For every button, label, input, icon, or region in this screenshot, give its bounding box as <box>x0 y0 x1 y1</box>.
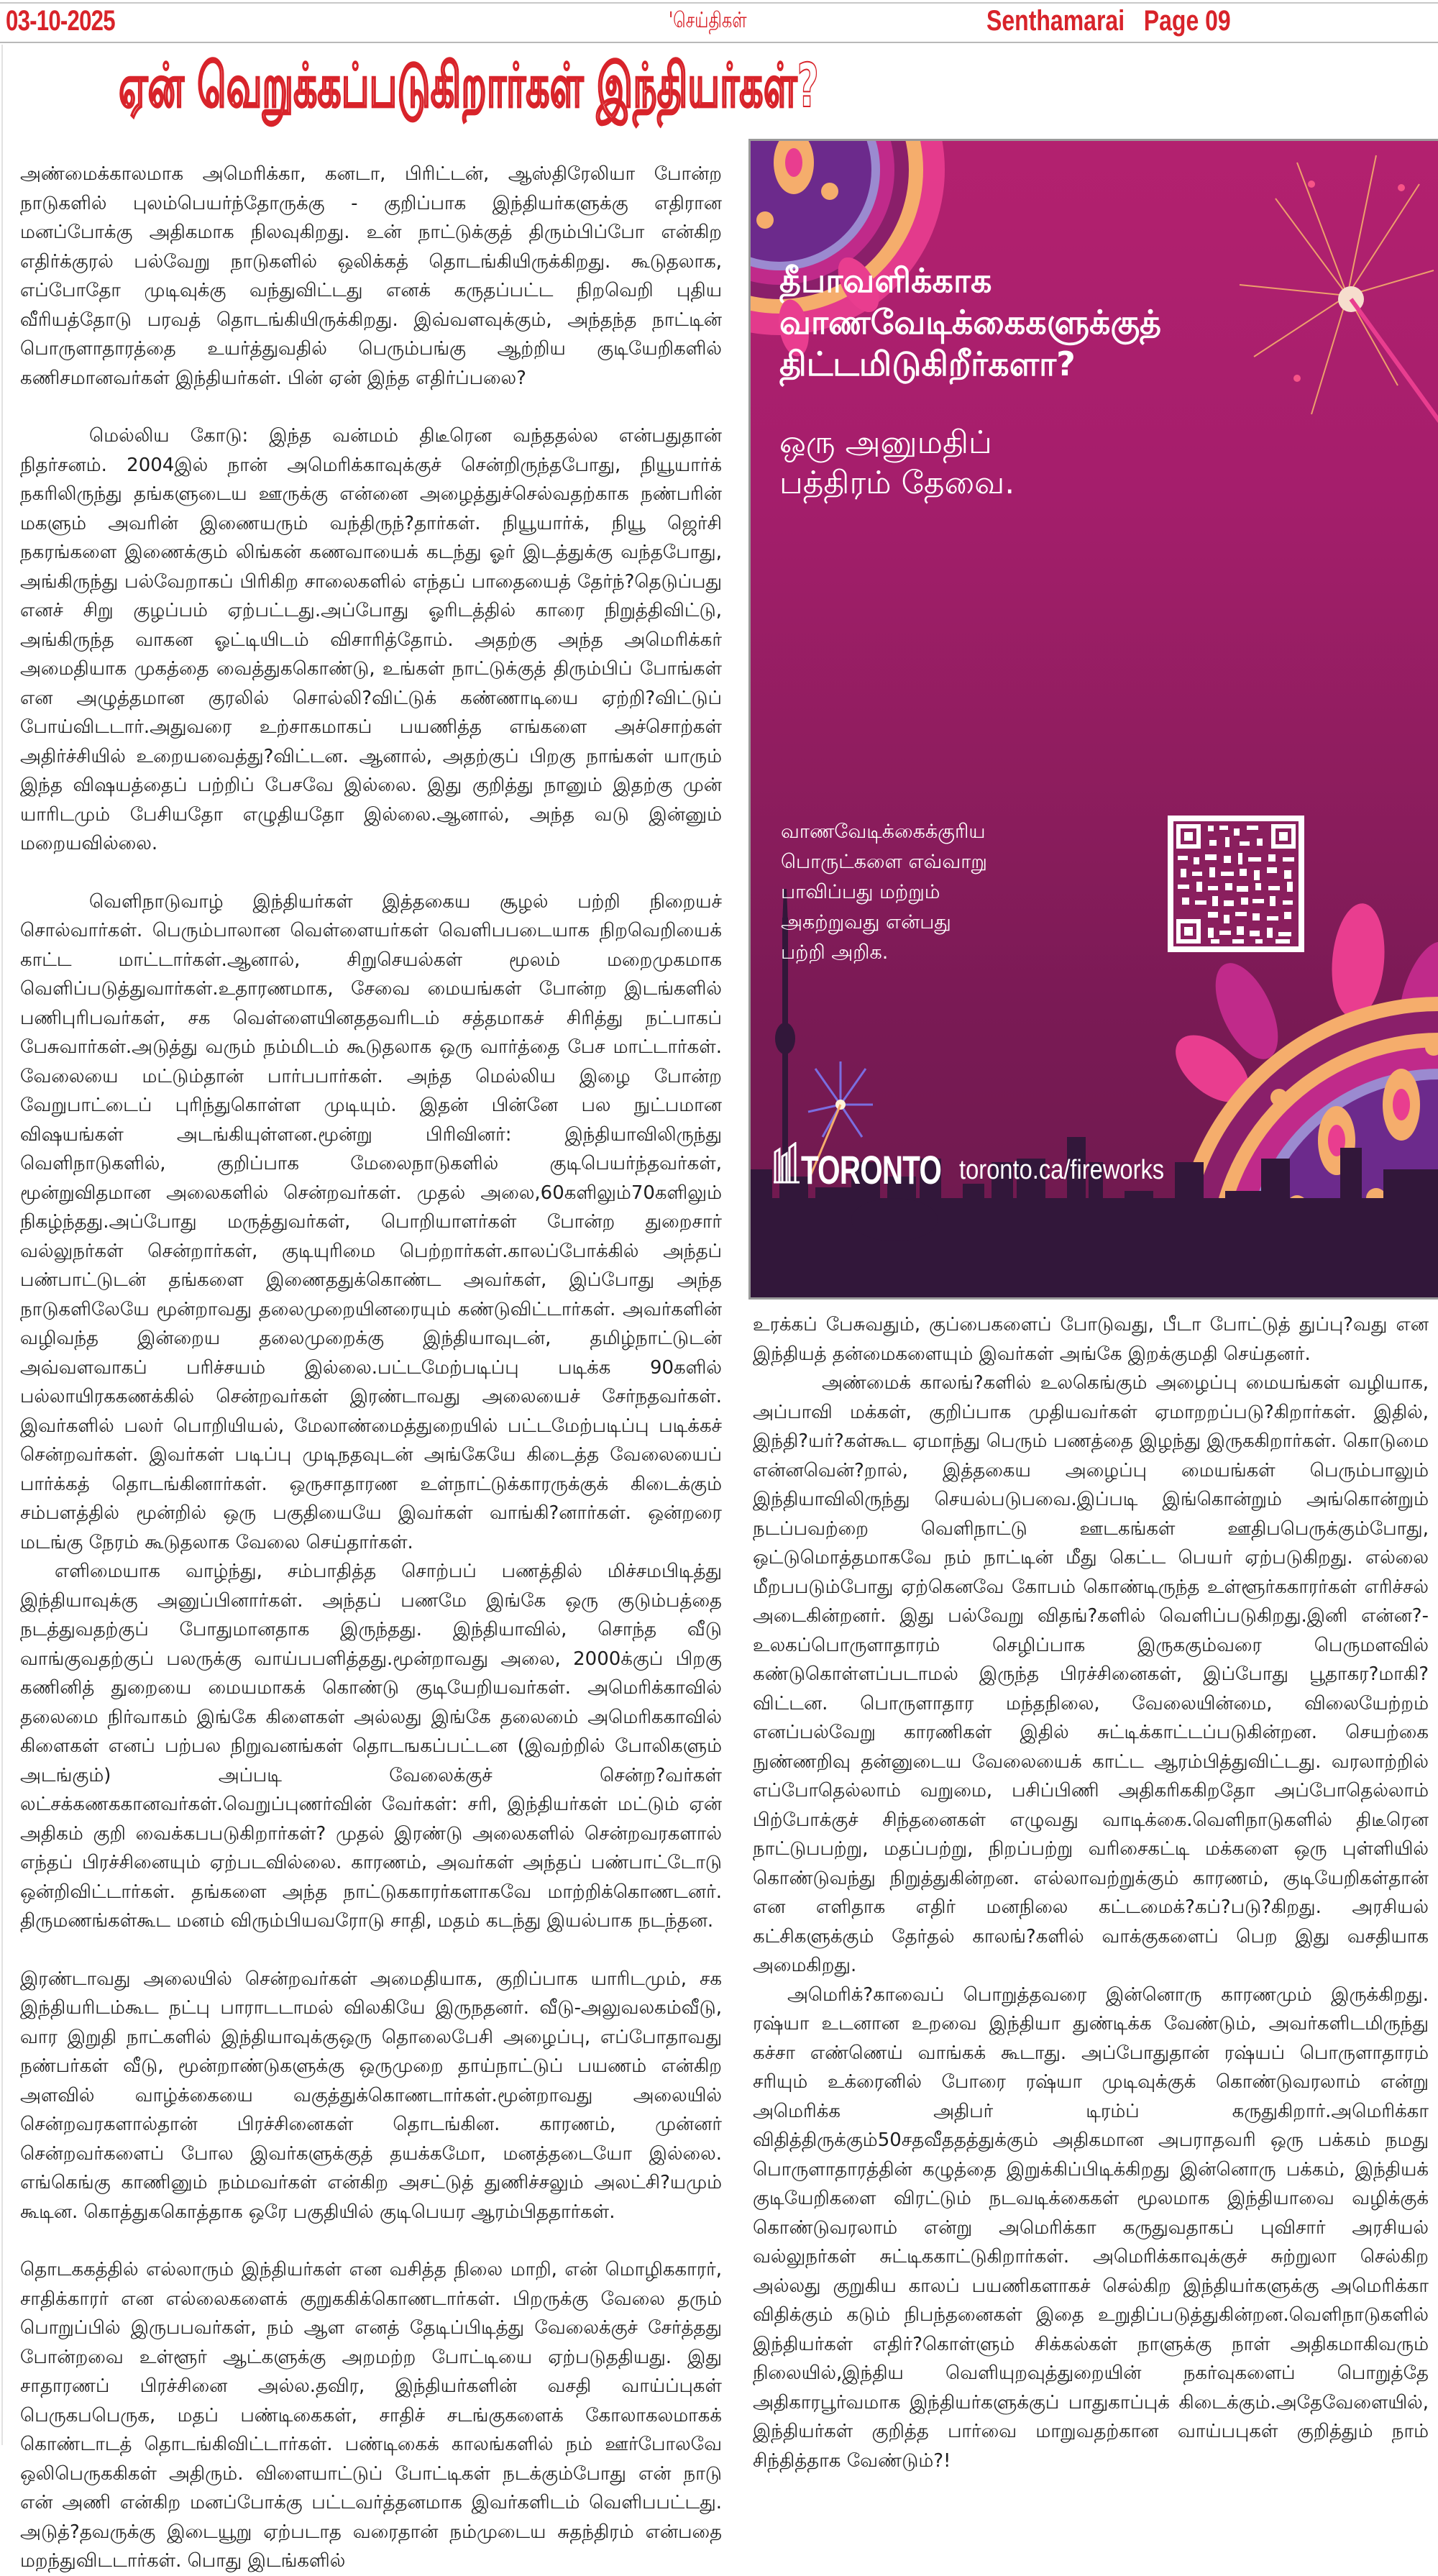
paragraph: எளிமையாக வாழ்ந்து, சம்பாதித்த சொற்பப் பணத்தில் மிச்சமபிடித்து இந்தியாவுக்கு அனுப்பினார்கள். அந்தப் பணமே இங்கே ஒரு குடும்பத்தை நடத்துவதற்குப் போதுமானதாக இருந்தது. இந்தியாவில், சொந்த வீடு வாங்குவதற்குப் பலருக்கு வாய்பபளித்தது.மூன்றாவது அலை, 2000க்குப் பிறகு கணினித் துறையை மையமாகக் கொண்டு குடியேறியவர்கள். அமெரிக்காவில் தலைமை நிர்வாகம் இங்கே கிளைகள் அல்லது இங்கே தலைமை் அமெரிககாவில் கிளைகள் எனப் பற்பல நிறுவனங்கள் தொடஙகப்பட்டன (இவற்றில் போலிகளும் அடங்கும்) அப்படி வேலைக்குச் சென்ற?வர்கள் லட்சக்கணககானவர்கள்.வெறுப்புணர்வின் வேர்கள்: சரி, இந்தியர்கள் மட்டும் ஏன் அதிகம் குறி வைக்கபபடுகிறார்கள்? முதல் இரண்டு அலைகளில் சென்றவரகளால் எந்தப் பிரச்சினையும் ஏற்படவில்லை. காரணம், அவர்கள் அந்தப் பண்பாட்டோடு ஒன்றிவிட்டார்கள். தங்களை அந்த நாட்டுககாரர்களாகவே மாற்றிக்கொணடனர். திருமணங்கள்கூட மனம் விரும்பியவரோடு சாதி, மதம் கடந்து இயல்பாக நடந்தன. <box>20 1561 722 1932</box>
ad-headline-line: திட்டமிடுகிறீர்களா? <box>779 344 1076 383</box>
issue-date: 03-10-2025 <box>6 5 115 37</box>
ad-body-text <box>781 817 987 968</box>
paragraph: தொடககத்தில் எல்லாரும் இந்தியர்கள் என வசித்த நிலை மாறி, என் மொழிககாரர், சாதிக்காரர் என எல்லைகளைக் குறுககிக்கொணடார்கள். பிறருக்கு வேலை தரும் பொறுப்பில் இருபபவர்கள், நம் ஆள எனத் தேடிப்பிடித்து வேலைக்குச் சேர்த்தது போன்றவை உள்ளூர் ஆட்களுக்கு அறமற்ற போட்டியை ஏற்படுததியது. இது சாதாரணப் பிரச்சினை அல்ல.தவிர, இந்தியர்களின் வசதி வாய்ப்புகள் பெருகபபெருக, மதப் பண்டிகைகள், சாதிச் சடங்குகளைக் கோலாகலமாகக் கொண்டாடத் தொடங்கிவிட்டார்கள். பண்டிகைக் காலங்களில் நம் ஊர்போலவே ஒலிபெருககிகள் அதிரும். விளையாட்டுப் போட்டிகள் நடக்கும்போது என் நாடு என் அணி என்கிற மனப்போக்கு பட்டவர்த்தனமாக இவர்களிடம் வெளிபபட்டது. அடுத்?தவருக்கு இடையூறு ஏற்படாத வரைதான் நம்முடைய சுதந்திரம் என்பதை மறந்துவிடடார்கள். பொது இடங்களில் <box>20 2259 722 2572</box>
toronto-logo-text: TORONTO <box>801 1147 942 1192</box>
paragraph: உரக்கப் பேசுவதும், குப்பைகளைப் போடுவது, பீடா போட்டுத் துப்பு?வது என இந்தியத் தன்மைகளையும் இவர்கள் அங்கே இறக்குமதி செய்தனர். <box>753 1314 1429 1365</box>
ad-subhead-line: ஒரு அனுமதிப் <box>779 424 992 461</box>
publication-page <box>986 5 1231 37</box>
article-column-right <box>753 1310 1429 2475</box>
ad-body-line: வாணவேடிக்கைக்குரிய <box>781 821 986 843</box>
ad-headline <box>779 260 1161 385</box>
section-name: 'செய்திகள் <box>669 8 747 33</box>
ad-url-link[interactable]: toronto.ca/fireworks <box>959 1155 1165 1185</box>
ad-headline-line: தீபாவளிக்காக <box>779 261 992 300</box>
paragraph: அண்மைக்காலமாக அமெரிக்கா, கனடா, பிரிட்டன், ஆஸ்திரேலியா போன்ற நாடுகளில் புலம்பெயர்ந்தோருக்கு - குறிப்பாக இந்தியர்களுக்கு எதிரான மனப்போக்கு அதிகமாக நிலவுகிறது. உன் நாட்டுக்குத் திரும்பிப்போ என்கிற எதிர்க்குரல் பல்வேறு நாடுகளில் ஒலிக்கத் தொடங்கியிருக்கிறது. கூடுதலாக, எப்போதோ முடிவுக்கு வந்துவிட்டது எனக் கருதப்பட்ட நிறவெறி புதிய வீரியத்தோடு பரவத் தொடங்கியிருக்கிறது. இவ்வளவுக்கும், அந்தந்த நாட்டின் பொருளாதாரத்தை உயர்த்துவதில் பெரும்பங்கு ஆற்றிய குடியேறிகளில் கணிசமானவர்கள் இந்தியர்கள். பின் ஏன் இந்த எதிர்ப்பலை? <box>20 163 723 389</box>
toronto-city-hall-icon <box>772 1142 801 1184</box>
ad-body-line: பொருட்களை எவ்வாறு <box>781 851 987 873</box>
masthead-rule <box>0 42 1438 43</box>
ad-body-line: பற்றி அறிக. <box>781 941 889 964</box>
paragraph: அமெரிக்?காவைப் பொறுத்தவரை இன்னொரு காரணமும் இருக்கிறது. ரஷ்யா உடனான உறவை இந்தியா துண்டிக்க வேண்டும், அவர்களிடமிருந்து கச்சா எண்ணெய் வாங்கக் கூடாது. அப்போதுதான் ரஷ்யப் பொருளாதாரம் சரியும் உக்ரைனில் போரை ரஷ்யா முடிவுக்குக் கொண்டுவரலாம் என்று அமெரிக்க அதிபர் டிரம்ப் கருதுகிறார்.அமெரிக்கா விதித்திருக்கும்50சதவீததத்துக்கும் அதிகமான அபராதவரி ஒரு பக்கம் நமது பொருளாதாரத்தின் கழுத்தை இறுக்கிப்பிடிக்கிறது இன்னொரு பக்கம், இந்தியக் குடியேறிகளை விரட்டும் நடவடிக்கைகள் மூலமாக இந்தியாவை வழிக்குக் கொண்டுவரலாம் என்று அமெரிக்கா கருதுவதாகப் புவிசார் அரசியல் வல்லுநர்கள் சுட்டிககாட்டுகிறார்கள். அமெரிக்காவுக்குச் சுற்றுலா செல்கிற அல்லது குறுகிய காலப் பயணிகளாகச் செல்கிற இந்தியர்களுக்கு அமெரிக்கா விதிக்கும் கடும் நிபந்தனைகள் இதை உறுதிப்படுத்துகின்றன.வெளிநாடுகளில் இந்தியர்கள் எதிர்?கொள்ளும் சிக்கல்கள் நாளுக்கு நாள் அதிகமாகிவரும் நிலையில்,இந்திய வெளியுறவுத்துறையின் நகர்வுகளைப் பொறுத்தே அதிகாரபூர்வமாக இந்தியர்களுக்குப் பாதுகாப்புக் கிடைக்கும்.அதேவேளையில், இந்தியர்கள் குறித்த பார்வை மாறுவதற்கான வாய்பபுகள் குறித்தும் நாம் சிந்தித்தாக வேண்டும்?! <box>753 1983 1429 2472</box>
ad-headline-line: வாணவேடிக்கைகளுக்குத் <box>779 303 1162 342</box>
ad-body-line: பாவிப்பது மற்றும் <box>781 881 940 903</box>
ad-subhead-line: பத்திரம் தேவை. <box>779 465 1015 501</box>
advertisement-toronto-fireworks[interactable] <box>751 141 1438 1297</box>
article-column-left <box>20 160 722 2576</box>
article-headline: ஏன் வெறுக்கப்படுகிறார்கள் இந்தியர்கள்? <box>119 50 819 121</box>
qr-code-icon <box>1168 816 1304 952</box>
page-margin-rule <box>1 45 3 2445</box>
paragraph: வெளிநாடுவாழ் இந்தியர்கள் இத்தகைய சூழல் பற்றி நிறையச் சொல்வார்கள். பெரும்பாலான வெள்ளையர்கள் வெளிபபடையாக நிறவெறியைக் காட்ட மாட்டார்கள்.ஆனால், சிறுசெயல்கள் மூலம் மறைமுகமாக வெளிப்படுத்துவார்கள்.உதாரணமாக, சேவை மையங்கள் போன்ற இடங்களில் பணிபுரிபவர்கள், சக வெள்ளையினததவரிடம் சத்தமாகச் சிரித்து நட்பாகப் பேசுவார்கள்.அடுத்து வரும் நம்மிடம் கூடுதலாக ஒரு வார்த்தை பேச மாட்டார்கள். வேலையை மட்டும்தான் பார்பபார்கள். அந்த மெல்லிய இழை போன்ற வேறுபாட்டைப் புரிந்துகொள்ள முடியும். இதன் பின்னே பல நுட்பமான விஷயங்கள் அடங்கியுள்ளன.மூன்று பிரிவினர்: இந்தியாவிலிருந்து வெளிநாடுகளில், குறிப்பாக மேலைநாடுகளில் குடிபெயர்ந்தவர்கள், மூன்றுவிதமான அலைகளில் சென்றவர்கள். முதல் அலை,60களிலும்70களிலும் நிகழ்ந்தது.அப்போது மருத்துவர்கள், பொறியாளர்கள் போன்ற துறைசார் வல்லுநர்கள் சென்றார்கள், குடியுரிமை பெற்றார்கள்.காலப்போக்கில் அந்தப் பண்பாட்டுடன் தங்களை இணைததுக்கொண்ட அவர்கள், இப்போது அந்த நாடுகளிலேயே மூன்றாவது தலைமுறையினரையும் கண்டுவிட்டார்கள். அவர்களின் வழிவந்த இன்றைய தலைமுறைக்கு இந்தியாவுடன், தமிழ்நாட்டுடன் அவ்வளவாகப் பரிச்சயம் இல்லை.பட்டமேற்படிப்பு படிக்க 90களில் பல்லாயிரககணக்கில் சென்றவர்கள் இரண்டாவது அலையைச் சேர்நதவர்கள். இவர்களில் பலர் பொறியியல், மேலாண்மைத்துறையில் பட்டமேற்படிப்பு படிக்கச் சென்றவர்கள். இவர்கள் படிப்பு முடிநதவுடன் அங்கேயே கிடைத்த வேலையைப் பார்க்கத் தொடங்கினார்கள். ஒருசாதாரண உள்நாட்டுக்காரருக்குக் கிடைக்கும் சம்பளத்தில் மூன்றில் ஒரு பகுதியையே இவர்கள் வாங்கி?னார்கள். ஒன்றரை மடங்கு நேரம் கூடுதலாக வேலை செய்தார்கள். <box>20 890 722 1553</box>
ad-body-line: அகற்றுவது என்பது <box>781 911 951 933</box>
paragraph: இரண்டாவது அலையில் சென்றவர்கள் அமைதியாக, குறிப்பாக யாரிடமும், சக இந்தியரிடம்கூட நட்பு பாராடடாமல் விலகியே இருநதனர். வீடு-அலுவலகம்வீடு, வார இறுதி நாட்களில் இந்தியாவுக்குஒரு தொலைபேசி அழைப்பு, எப்போதாவது நண்பர்கள் வீடு, மூன்றாண்டுகளுக்கு ஒருமுறை தாய்நாட்டுப் பயணம் என்கிற அளவில் வாழ்க்கையை வகுத்துக்கொணடார்கள்.மூன்றாவது அலையில் சென்றவரகளால்தான் பிரச்சினைகள் தொடங்கின. காரணம், முன்னர் சென்றவர்களைப் போல இவர்களுக்குத் தயக்கமோ, மனத்தடையோ இல்லை. எங்கெங்கு காணினும் நம்மவர்கள் என்கிற அசட்டுத் துணிச்சலும் அலட்சி?யமும் கூடின. கொத்துககொத்தாக ஒரே பகுதியில் குடிபெயர ஆரம்பிததார்கள். <box>20 1968 722 2223</box>
masthead <box>0 4 1438 41</box>
paragraph: மெல்லிய கோடு: இந்த வன்மம் திடீரென வந்ததல்ல என்பதுதான் நிதர்சனம். 2004இல் நான் அமெரிக்காவுக்குச் சென்றிருந்தபோது, நியூயார்க் நகரிலிருந்து தங்களுடைய ஊருக்கு என்னை அழைத்துச்செல்வதற்காக நண்பரின் மகளும் அவரின் இணையரும் வந்திருந்?தார்கள். நியூயார்க், நியூ ஜெர்சி நகரங்களை இணைக்கும் லிங்கன் கணவாயைக் கடந்து ஓர் இடத்துக்கு வந்தபோது, அங்கிருந்து பல்வேறாகப் பிரிகிற சாலைகளில் எந்தப் பாதையைத் தேர்ந்?தெடுப்பது எனச் சிறு குழப்பம் ஏற்பட்டது.அப்போது ஓரிடத்தில் காரை நிறுத்திவிட்டு, அங்கிருந்த வாகன ஓட்டியிடம் விசாரித்தோம். அதற்கு அந்த அமெரிக்கர் அமைதியாக முகத்தை வைத்துககொண்டு, உங்கள் நாட்டுக்குத் திரும்பிப் போங்கள் என அழுத்தமான குரலில் சொல்லி?விட்டுக் கண்ணாடியை ஏற்றி?விட்டுப் போய்விடடார்.அதுவரை உற்சாகமாகப் பயணித்த எங்களை அச்சொற்கள் அதிர்ச்சியில் உறையவைத்து?விட்டன. ஆனால், அதற்குப் பிறகு நாங்கள் யாரும் இந்த விஷயத்தைப் பற்றிப் பேசவே இல்லை. இது குறித்து நானும் இதற்கு முன் யாரிடமும் பேசியதோ எழுதியதோ இல்லை.ஆனால், அந்த வடு இன்னும் மறையவில்லை. <box>20 425 722 854</box>
publication-name: Senthamarai <box>986 5 1125 37</box>
paragraph: அண்மைக் காலங்?களில் உலகெங்கும் அழைப்பு மையங்கள் வழியாக, அப்பாவி மக்கள், குறிப்பாக முதியவர்கள் ஏமாறறப்படு?கிறார்கள். இதில், இந்தி?யர்?கள்கூட ஏமாந்து பெரும் பணத்தை இழந்து இருககிறார்கள். கொடுமை என்னவென்?றால், இத்தகைய அழைப்பு மையங்கள் பெரும்பாலும் இந்தியாவிலிருந்து செயல்படுபவை.இப்படி இங்கொன்றும் அங்கொன்றும் நடப்பவற்றை வெளிநாட்டு ஊடகங்கள் ஊதிபபெருக்கும்போது, ஒட்டுமொத்தமாகவே நம் நாட்டின் மீது கெட்ட பெயர் ஏற்படுகிறது. எல்லை மீறபபடும்போது ஏற்கெனவே கோபம் கொண்டிருந்த உள்ளூர்ககாரர்கள் எரிச்சல் அடைகின்றனர். இது பல்வேறு விதங்?களில் வெளிப்படுகிறது.இனி என்ன?- உலகப்பொருளாதாரம் செழிப்பாக இருககும்வரை பெருமளவில் கண்டுகொள்ளப்படாமல் இருந்த பிரச்சினைகள், இப்போது பூதாகர?மாகி?விட்டன. பொருளாதார மந்தநிலை, வேலையின்மை, விலையேற்றம் எனப்பல்வேறு காரணிகள் இதில் சுட்டிக்காட்டப்படுகின்றன. செயற்கை நுண்ணறிவு தன்னுடைய வேலையைக் காட்ட ஆரம்பித்துவிட்டது. வரலாற்றில் எப்போதெல்லாம் வறுமை, பசிப்பிணி அதிகரிககிறதோ அப்போதெல்லாம் பிற்போக்குச் சிந்தனைகள் எழுவது வாடிக்கை.வெளிநாடுகளில் திடீரென நாட்டுபபற்று, மதப்பற்று, நிறப்பற்று வரிசைகட்டி மக்களை ஒரு புள்ளியில் கொண்டுவந்து நிறுத்துகின்றன. எல்லாவற்றுக்கும் காரணம், குடியேறிகள்தான் என எளிதாக எதிர் மனநிலை கட்டமைக்?கப்?படு?கிறது. அரசியல் கட்சிகளுக்கும் தேர்தல் காலங்?களில் வாக்குகளைப் பெற இது வசதியாக அமைகிறது. <box>753 1372 1429 1976</box>
page-number: Page 09 <box>1143 5 1231 37</box>
sparkler-trail <box>1351 299 1438 421</box>
ad-subheadline <box>779 423 1015 503</box>
